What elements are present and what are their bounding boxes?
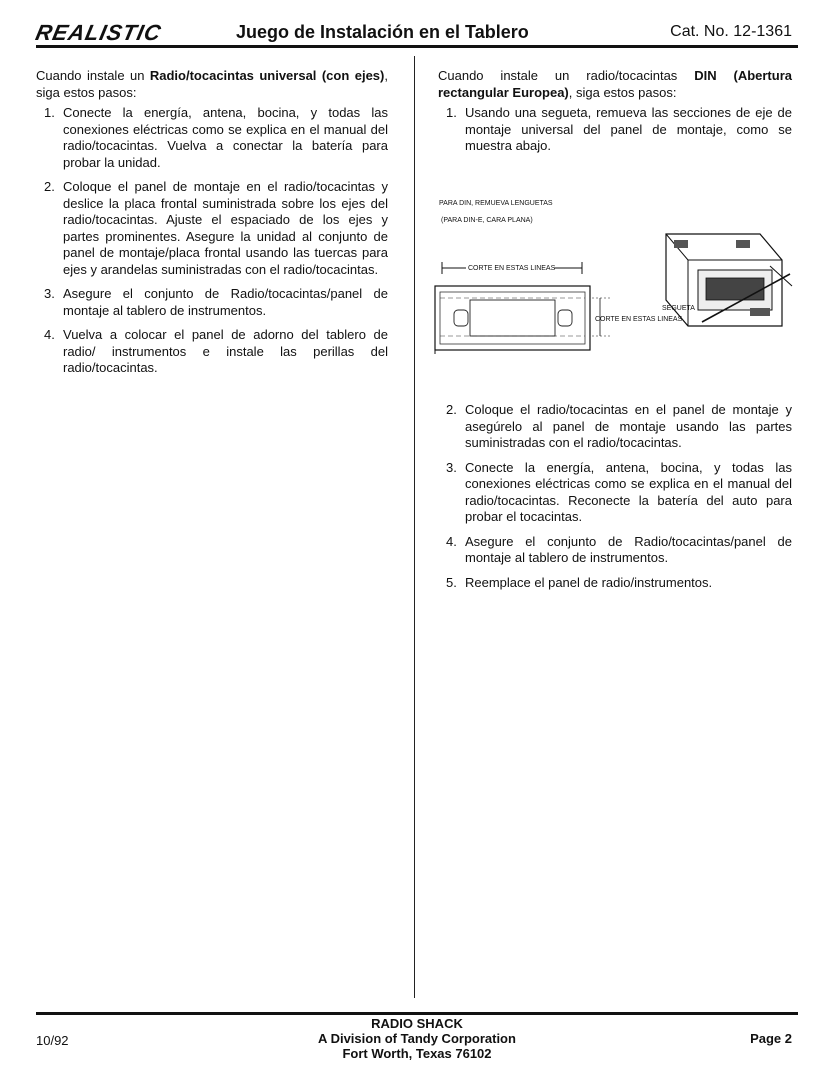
step-number: 4. xyxy=(446,533,457,549)
step-number: 1. xyxy=(446,105,457,120)
footer-rule xyxy=(36,1012,798,1015)
left-intro-bold: Radio/tocacintas universal (con ejes) xyxy=(149,68,385,83)
brand-logo: REALISTIC xyxy=(33,20,164,45)
list-item xyxy=(438,534,792,567)
step-number: 3. xyxy=(446,459,457,475)
step-number: 1. xyxy=(44,105,55,120)
step-text: Coloque el radio/tocacintas en el panel de montaje y asegúrelo al panel de montaje usando las partes suministradas con el radio/tocacintas. xyxy=(465,402,792,450)
step-text: Asegure el conjunto de Radio/tocacintas/panel de montaje al tablero de instrumentos. xyxy=(465,533,792,565)
left-intro xyxy=(36,68,388,101)
list-item xyxy=(438,105,792,155)
page-header xyxy=(33,20,796,48)
footer-company-line3: Fort Worth, Texas 76102 xyxy=(342,1046,492,1061)
page-footer xyxy=(36,1016,798,1066)
header-rule xyxy=(36,45,798,48)
step-number: 3. xyxy=(44,286,55,301)
left-column xyxy=(36,68,388,385)
right-intro-post: , siga estos pasos: xyxy=(568,84,677,100)
page-number: Page 2 xyxy=(750,1031,792,1046)
step-number: 2. xyxy=(446,402,457,417)
list-item xyxy=(36,327,388,377)
step-text: Asegure el conjunto de Radio/tocacintas/panel de montaje al tablero de instrumentos. xyxy=(63,286,388,318)
footer-date: 10/92 xyxy=(36,1033,69,1048)
figure-label-cut-top: CORTE EN ESTAS LINEAS xyxy=(468,265,556,272)
step-text: Usando una segueta, remueva las secciones de eje de montaje universal del panel de montaje, como se muestra abajo. xyxy=(465,105,792,153)
list-item xyxy=(36,105,388,171)
mounting-panel-drawing xyxy=(430,196,800,376)
right-steps-top xyxy=(438,105,792,155)
figure-label-saw: SEGUETA xyxy=(662,305,695,312)
list-item xyxy=(438,575,792,592)
step-number: 5. xyxy=(446,574,457,590)
figure-note-dine: (PARA DIN-E, CARA PLANA) xyxy=(441,217,533,224)
mounting-diagram xyxy=(430,196,800,376)
right-intro xyxy=(438,68,792,101)
footer-company xyxy=(36,1016,798,1061)
step-number: 4. xyxy=(44,327,55,342)
right-column-continued xyxy=(438,402,792,599)
step-text: Coloque el panel de montaje en el radio/tocacintas y deslice la placa frontal suministrada sobre los ejes del radio/tocacintas. Ajuste el espaciado de los ejes y partes prominentes. Asegure la unidad al conjunto de panel de montaje/placa frontal usando las tuercas para ejes y arandelas suministradas con el radio/tocacintas. xyxy=(63,179,388,277)
right-column xyxy=(438,68,792,163)
step-text: Reemplace el panel de radio/instrumentos. xyxy=(465,574,713,590)
list-item xyxy=(438,402,792,452)
list-item xyxy=(36,179,388,278)
catalog-number: Cat. No. 12-1361 xyxy=(670,23,792,40)
left-intro-pre: Cuando instale un xyxy=(36,68,150,83)
step-text: Conecte la energía, antena, bocina, y todas las conexiones eléctricas como se explica en el manual del radio/tocacintas. Reconecte la batería del auto para probar el tocacintas. xyxy=(465,459,792,524)
step-number: 2. xyxy=(44,179,55,194)
right-steps-bottom xyxy=(438,402,792,591)
figure-label-cut-side: CORTE EN ESTAS LINEAS xyxy=(595,316,683,323)
list-item xyxy=(438,460,792,526)
list-item xyxy=(36,286,388,319)
footer-company-line1: RADIO SHACK xyxy=(371,1016,463,1031)
left-intro-post: , siga estos pasos: xyxy=(36,68,388,100)
footer-company-line2: A Division of Tandy Corporation xyxy=(318,1031,516,1046)
figure-note-din: PARA DIN, REMUEVA LENGUETAS xyxy=(439,200,553,207)
page-title: Juego de Instalación en el Tablero xyxy=(236,22,529,42)
column-divider xyxy=(414,56,415,998)
left-steps xyxy=(36,105,388,377)
right-intro-pre: Cuando instale un radio/tocacintas xyxy=(438,68,695,83)
step-text: Conecte la energía, antena, bocina, y todas las conexiones eléctricas como se explica en el manual del radio/tocacintas. Vuelva a conectar la batería para probar la unidad. xyxy=(63,105,388,170)
step-text: Vuelva a colocar el panel de adorno del tablero de radio/ instrumentos e instale las perillas del radio/tocacintas. xyxy=(63,327,388,375)
right-intro-bold: DIN (Abertura rectangular Europea) xyxy=(438,68,792,100)
